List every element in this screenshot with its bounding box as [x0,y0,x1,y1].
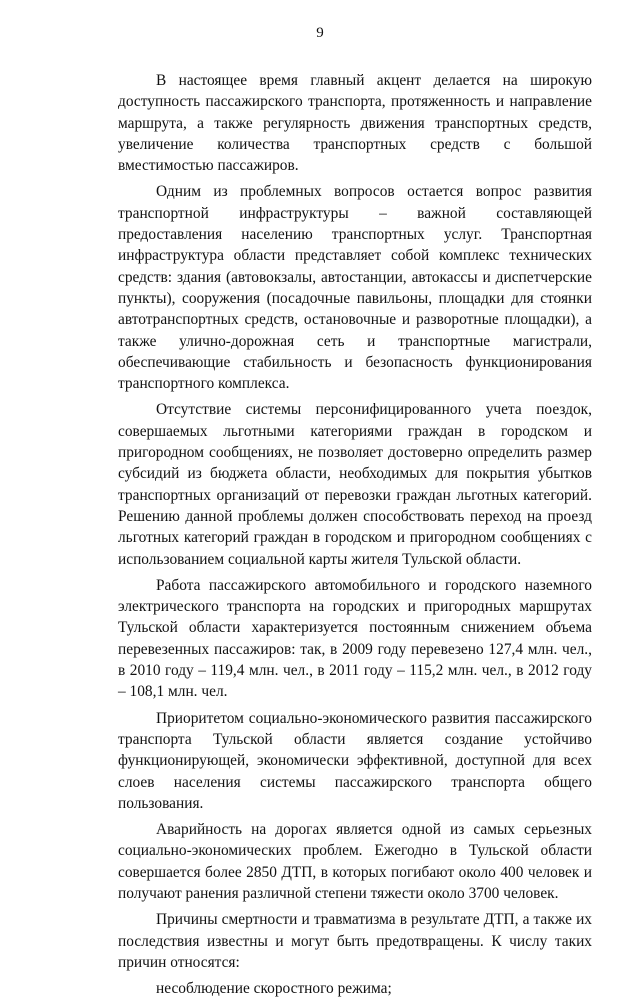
paragraph-accessibility: В настоящее время главный акцент делается на широкую доступность пассажирского транспорта, протяженность и направление маршрута, а также регулярность движения транспортных средств, увеличение количества транспортных средств с большой вместимостью пассажиров. [118,72,592,175]
paragraph-priority: Приоритетом социально-экономического развития пассажирского транспорта Тульской области является создание устойчиво функционирующей, экономически эффективной, доступной для всех слоев населения системы пассажирского транспорта общего пользования. [118,709,592,812]
paragraph-road-accidents: Аварийность на дорогах является одной из самых серьезных социально-экономических проблем. Ежегодно в Тульской области совершается более 2850 ДТП, в которых погибают около 400 человек и получают ранения различной степени тяжести около 3700 человек. [118,821,592,902]
document-body [118,70,592,999]
list-item-speeding: несоблюдение скоростного режима; [156,980,392,998]
paragraph-infrastructure: Одним из проблемных вопросов остается вопрос развития транспортной инфраструктуры – важной составляющей предоставления населению транспортных услуг. Транспортная инфраструктура области представляет собой комплекс технических средств: здания (автовокзалы, автостанции, автокассы и диспетчерские пункты), сооружения (посадочные павильоны, площадки для стоянки автотранспортных средств, остановочные и разворотные площадки), а также улично-дорожная сеть и транспортные магистрали, обеспечивающие стабильность и безопасность функционирования транспортного комплекса. [118,183,592,393]
paragraph-passenger-accounting: Отсутствие системы персонифицированного учета поездок, совершаемых льготными категориями граждан в городском и пригородном сообщениях, не позволяет достоверно определить размер субсидий из бюджета области, необходимых для покрытия убытков транспортных организаций от перевозки граждан льготных категорий. Решению данной проблемы должен способствовать переход на проезд льготных категорий граждан в городском и пригородном сообщениях с использованием социальной карты жителя Тульской области. [118,401,592,568]
page-number: 9 [316,25,324,41]
paragraph-accident-causes: Причины смертности и травматизма в результате ДТП, а также их последствия известны и могут быть предотвращены. К числу таких причин относятся: [118,911,592,971]
paragraph-passenger-volume: Работа пассажирского автомобильного и городского наземного электрического транспорта на городских и пригородных маршрутах Тульской области характеризуется постоянным снижением объема перевезенных пассажиров: так, в 2009 году перевезено 127,4 млн. чел., в 2010 году – 119,4 млн. чел., в 2011 году – 115,2 млн. чел., в 2012 году – 108,1 млн. чел. [118,576,592,701]
